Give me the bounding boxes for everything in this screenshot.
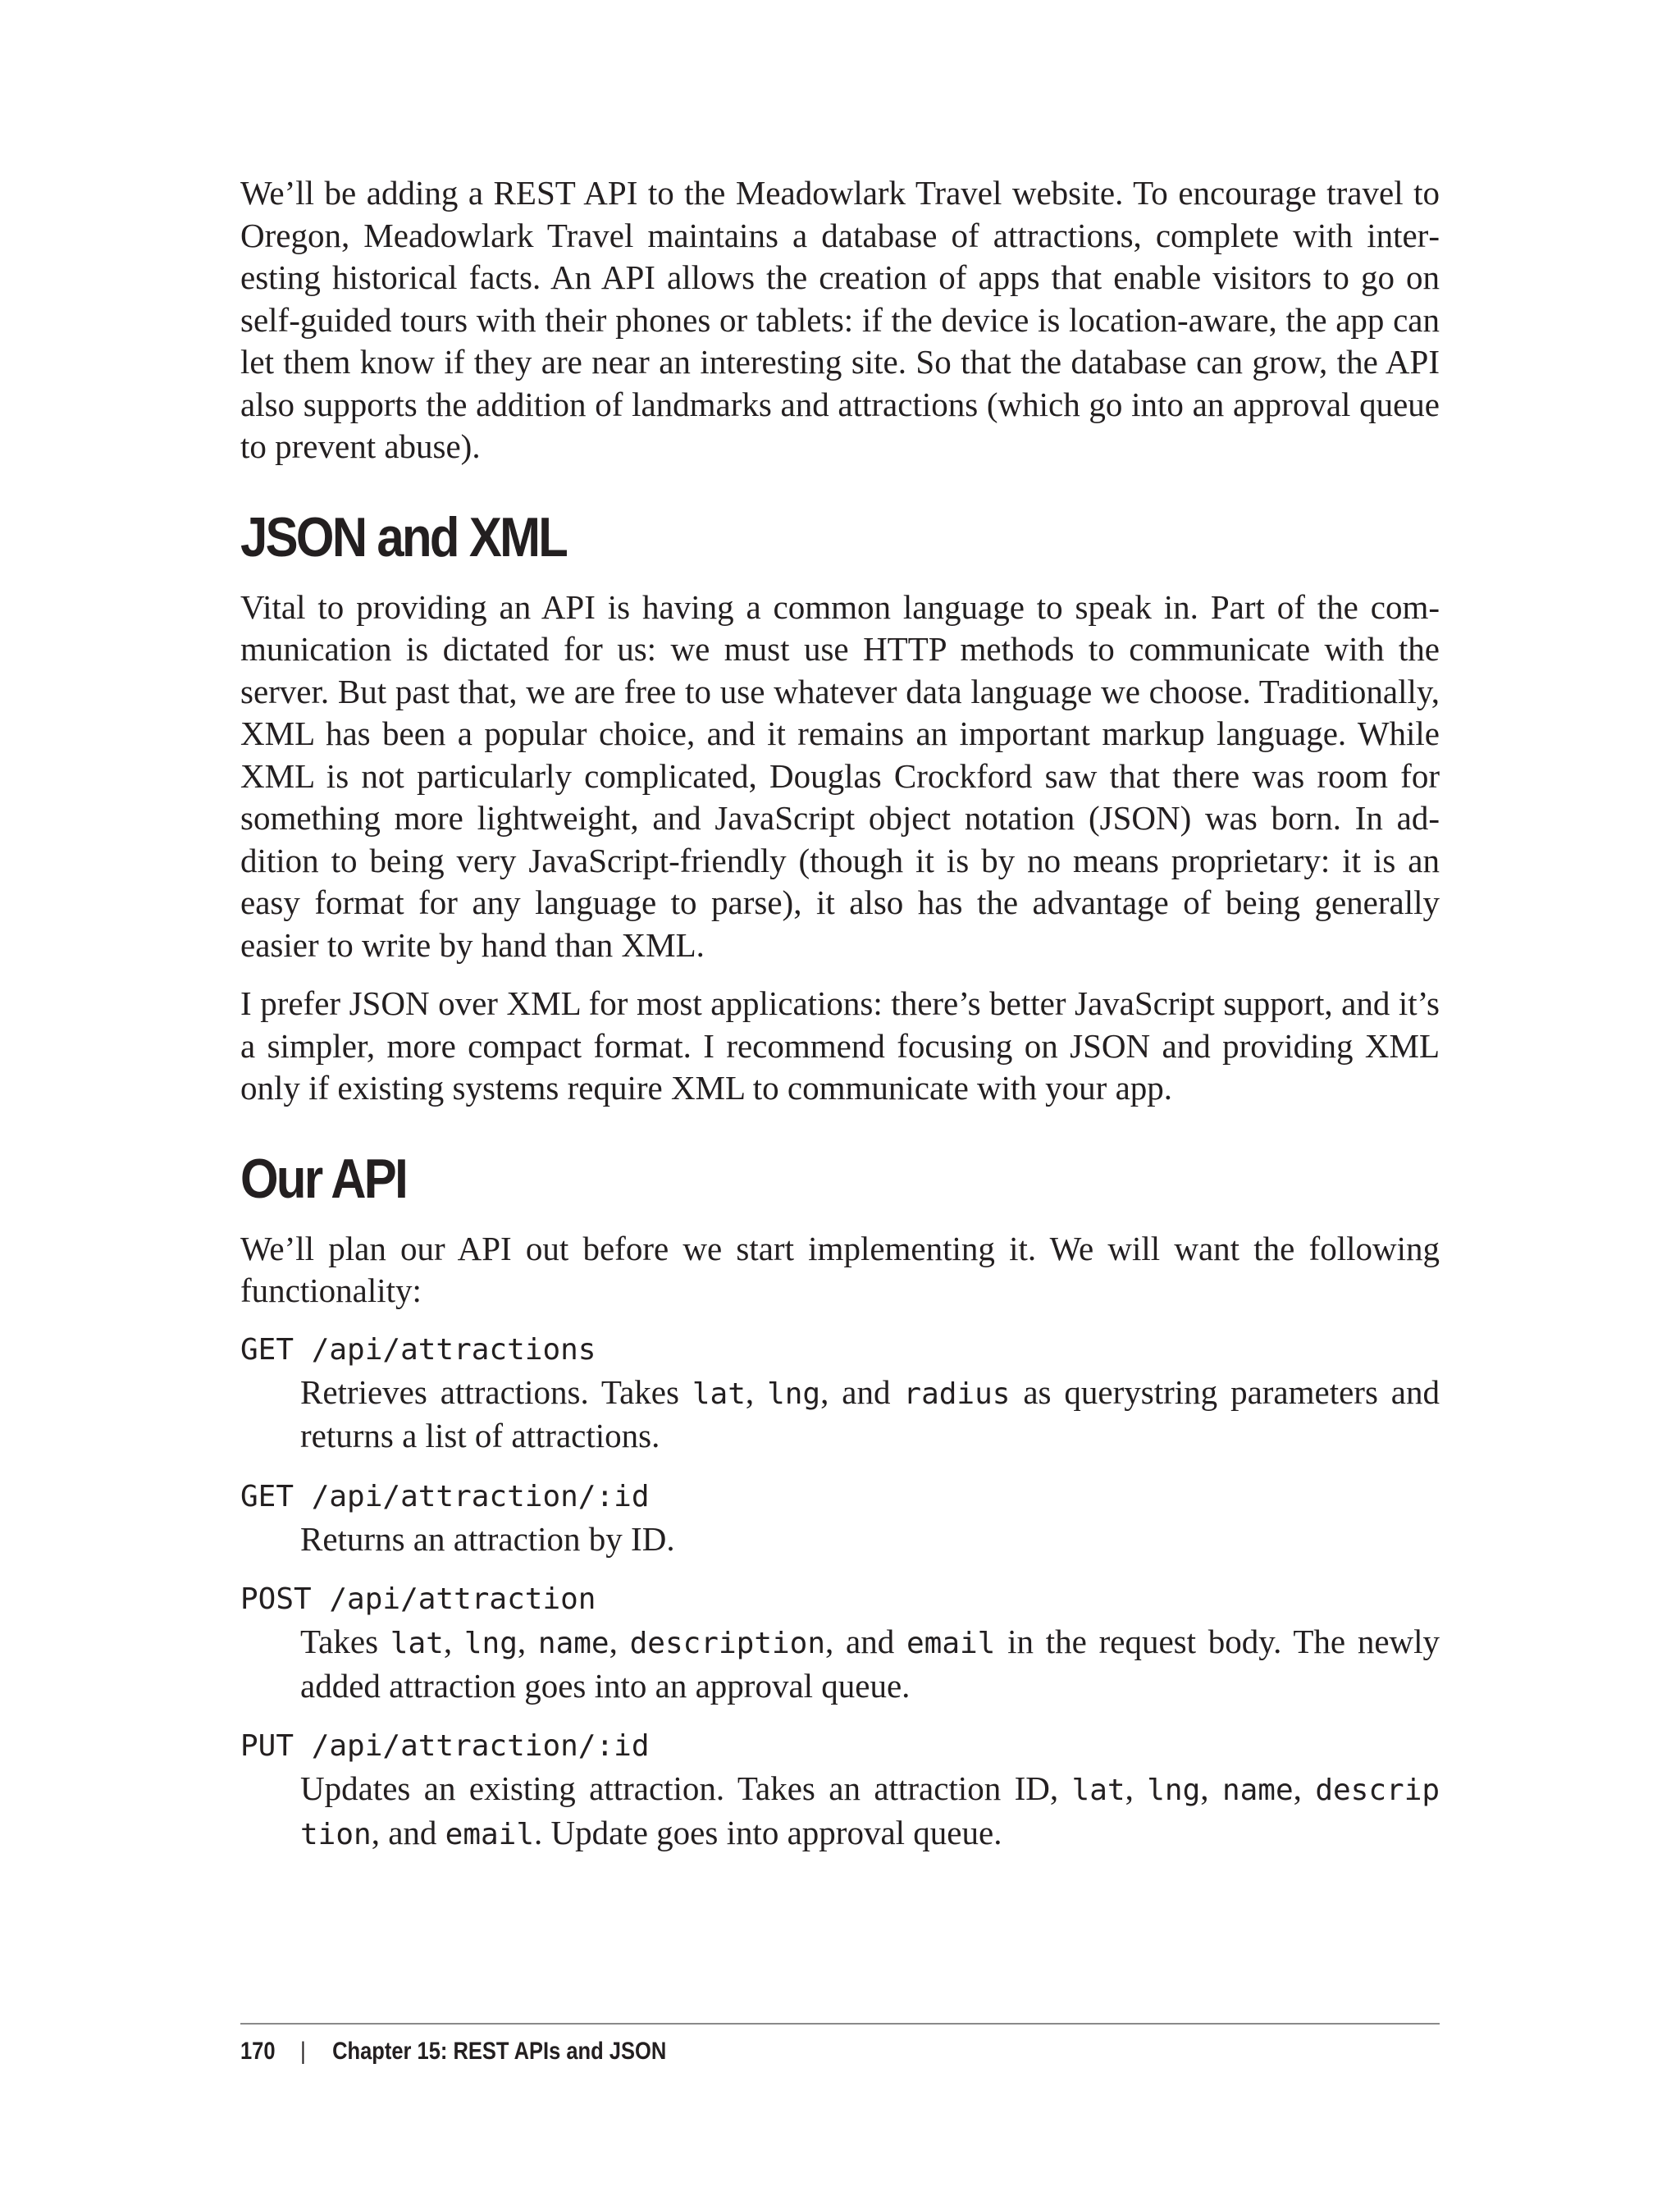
page-number: 170 (240, 2038, 276, 2065)
endpoint-description (300, 1768, 1440, 1856)
inline-code: descrip tion (300, 1774, 1440, 1851)
description-text: , (517, 1623, 538, 1660)
json-xml-paragraph-2: I prefer JSON over XML for most applications: there’s better JavaScript support, and it’s a simpler, more compact format. I recommend focusing on JSON and providing XML only if existing systems require XML to communicate with your app. (240, 984, 1440, 1107)
inline-code: email (445, 1817, 535, 1851)
description-text: . Update goes into approval queue. (534, 1813, 1002, 1851)
description-text: Retrieves attractions. Takes (300, 1372, 692, 1411)
intro-paragraph: We’ll be adding a REST API to the Meadowlark Travel website. To encourage travel to Oregon, Meadowlark Travel maintains a database of attractions, complete with interesting historical facts. An API allows the creation of apps that enable visitors to go on self-guided tours with their phones or tablets: if the device is location-aware, the app can let them know if they are near an interesting site. So that the database can grow, the API also supports the addition of landmarks and attractions (which go into an approval queue to prevent abuse). (240, 174, 1440, 465)
description-text: , and (825, 1623, 906, 1660)
section-heading-json-and-xml: JSON and XML (240, 505, 567, 568)
endpoint-term: POST /api/attraction (240, 1582, 596, 1616)
inline-code: lat (692, 1376, 746, 1411)
description-text: , and (820, 1372, 904, 1411)
inline-code: lat (1071, 1774, 1125, 1807)
page-content (240, 172, 1440, 1874)
description-text: Returns an attraction by ID. (300, 1519, 675, 1558)
endpoint-term: GET /api/attraction/:id (240, 1479, 650, 1513)
endpoint-get-attraction-by-id (240, 1476, 1440, 1561)
inline-code: lat (390, 1627, 444, 1660)
footer-divider (240, 2023, 1440, 2025)
section-heading-our-api: Our API (240, 1147, 407, 1210)
inline-code: lng (463, 1627, 518, 1660)
description-text: in the request body. The newly added attraction goes into an approval queue. (300, 1623, 1440, 1705)
endpoint-term: PUT /api/attraction/:id (240, 1729, 650, 1763)
endpoint-list (240, 1329, 1440, 1856)
endpoint-put-attraction (240, 1725, 1440, 1856)
footer-separator: | (300, 2038, 306, 2065)
description-text: , (443, 1623, 464, 1660)
description-text: , (609, 1623, 630, 1660)
description-text: , and (371, 1813, 445, 1851)
endpoint-description (300, 1372, 1440, 1458)
page-footer (240, 2033, 666, 2070)
inline-code: lng (767, 1376, 821, 1411)
inline-code: lng (1147, 1774, 1201, 1807)
description-text: , (1293, 1769, 1316, 1807)
endpoint-post-attraction (240, 1578, 1440, 1707)
inline-code: email (906, 1627, 996, 1660)
description-text: , (1125, 1769, 1148, 1807)
description-text: , (1200, 1769, 1222, 1807)
inline-code: name (1221, 1774, 1294, 1807)
endpoint-term: GET /api/attractions (240, 1332, 596, 1367)
endpoint-description (300, 1621, 1440, 1707)
endpoint-description (300, 1518, 1440, 1561)
description-text: Updates an existing attraction. Takes an attraction ID, (300, 1769, 1072, 1807)
inline-code: description (629, 1627, 826, 1660)
description-text: as querystring parameters and returns a list of attractions. (300, 1372, 1440, 1454)
chapter-title: Chapter 15: REST APIs and JSON (332, 2038, 667, 2065)
our-api-paragraph: We’ll plan our API out before we start implementing it. We will want the following functionality: (240, 1229, 1440, 1309)
description-text: , (745, 1372, 768, 1411)
inline-code: name (537, 1627, 609, 1660)
inline-code: radius (903, 1376, 1011, 1411)
json-xml-paragraph-1: Vital to providing an API is having a common language to speak in. Part of the communication is dictated for us: we must use HTTP methods to communicate with the server. But past that, we are free to use whatever data language we choose. Traditionally, XML has been a popular choice, and it remains an important markup language. While XML is not particularly complicated, Douglas Crockford saw that there was room for something more lightweight, and JavaScript object notation (JSON) was born. In addition to being very JavaScript-friendly (though it is by no means proprietary: it is an easy format for any language to parse), it also has the advantage of being generally easier to write by hand than XML. (240, 587, 1440, 964)
description-text: Takes (300, 1623, 390, 1660)
endpoint-get-attractions (240, 1329, 1440, 1458)
